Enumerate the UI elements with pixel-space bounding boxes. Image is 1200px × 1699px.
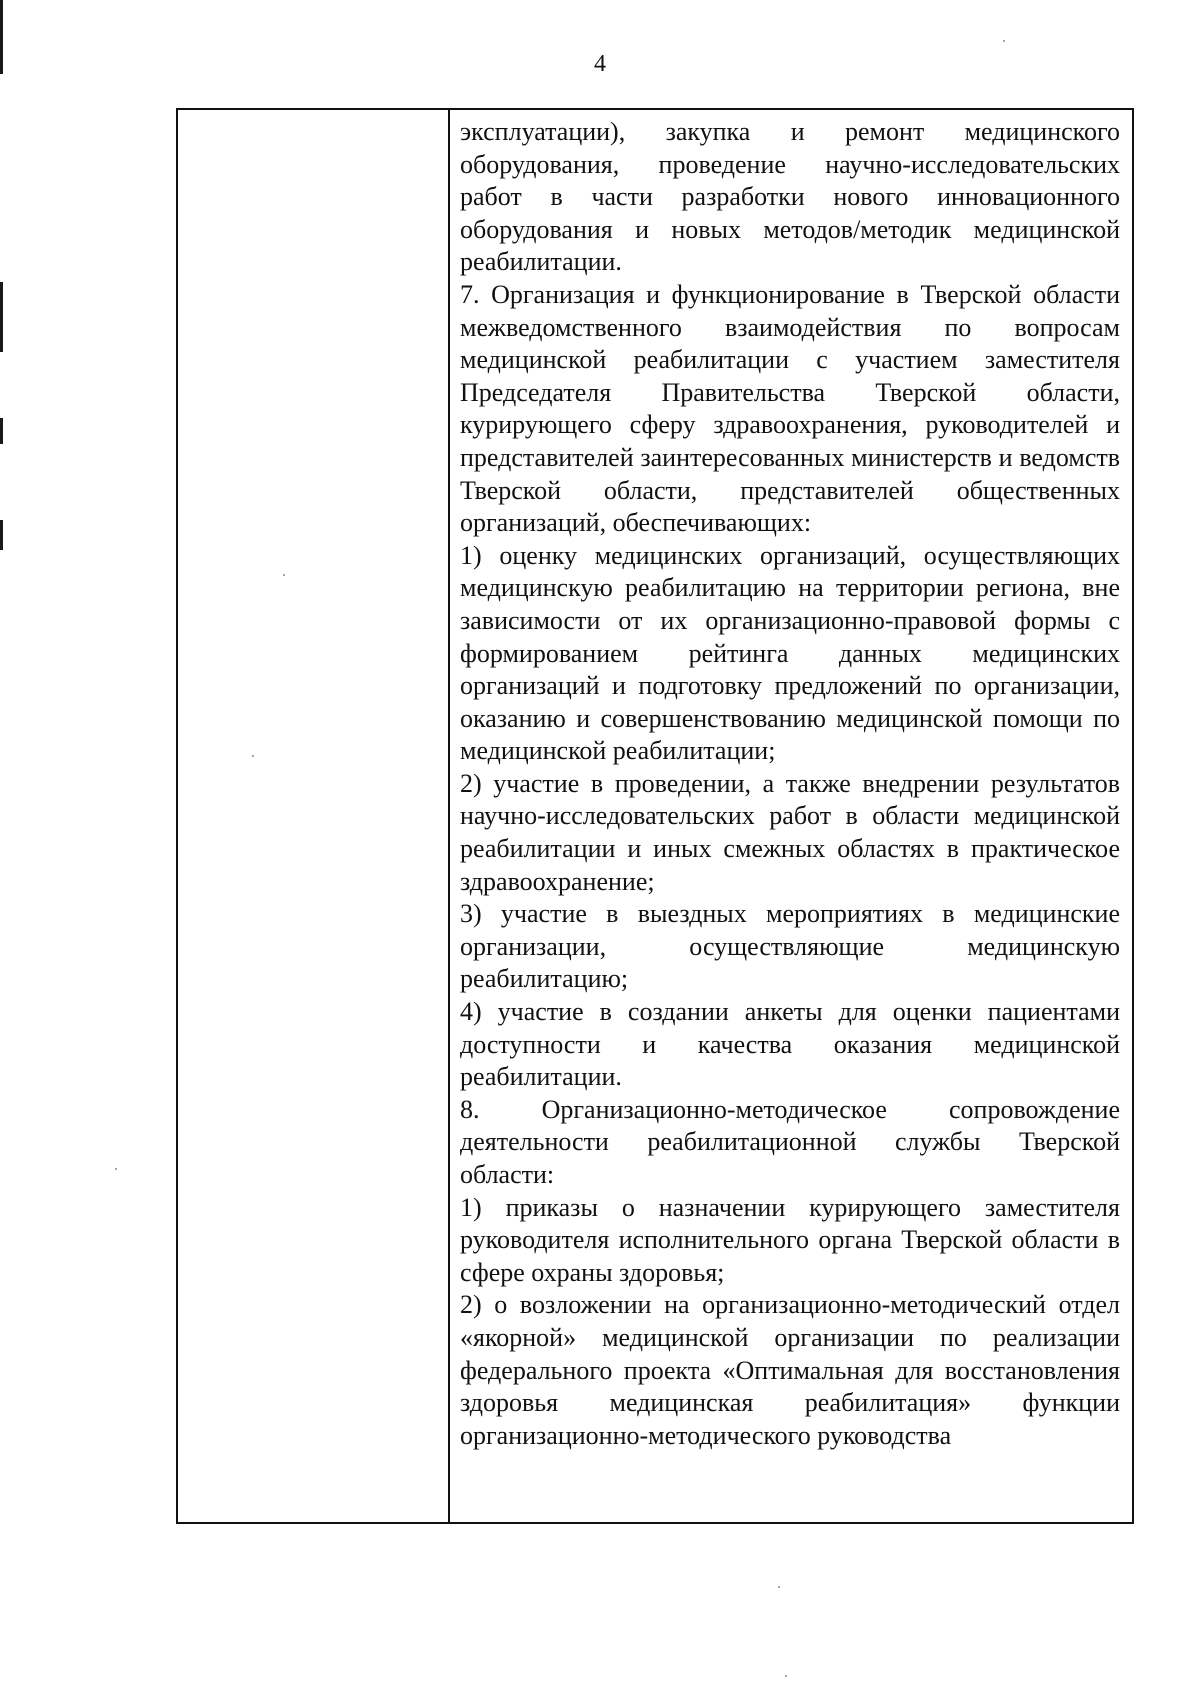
scan-speck (778, 1586, 780, 1588)
document-table (176, 108, 1134, 1524)
paragraph-7-3-field-visits: 3) участие в выездных мероприятиях в медицинские организации, осуществляющие медицинскую реабилитацию; (460, 899, 1120, 994)
scan-edge-mark-lower (0, 520, 3, 550)
paragraph-8-2-anchor-organization: 2) о возложении на организационно-методический отдел «якорной» медицинской организации по реализации федерального проекта «Оптимальная для восстановления здоровья медицинская реабилитация» функции организационно-методического руководства (460, 1290, 1120, 1450)
scan-speck (785, 1675, 787, 1677)
scan-speck (283, 574, 285, 576)
paragraph-item-8-methodical-support: 8. Организационно-методическое сопровождение деятельности реабилитационной службы Тверской области: (460, 1094, 1120, 1189)
scan-speck (1003, 40, 1005, 42)
page-number: 4 (594, 51, 606, 77)
paragraph-7-1-assessment: 1) оценку медицинских организаций, осуществляющих медицинскую реабилитацию на территории региона, вне зависимости от их организационно-правовой формы с формированием рейтинга данных медицинских организаций и подготовку предложений по организации, оказанию и совершенствованию медицинской помощи по медицинской реабилитации; (460, 540, 1120, 766)
table-cell-left-empty (178, 110, 450, 1522)
paragraph-equipment-continuation: эксплуатации), закупка и ремонт медицинского оборудования, проведение научно-исследовательских работ в части разработки нового инновационного оборудования и новых методов/методик медицинской реабилитации. (460, 117, 1120, 277)
table-cell-right (450, 110, 1132, 1522)
paragraph-7-2-research: 2) участие в проведении, а также внедрении результатов научно-исследовательских работ в области медицинской реабилитации и иных смежных областях в практическое здравоохранение; (460, 768, 1120, 896)
paragraph-7-4-questionnaire: 4) участие в создании анкеты для оценки пациентами доступности и качества оказания медицинской реабилитации. (460, 997, 1120, 1092)
scan-speck (115, 1168, 117, 1170)
scan-edge-mark-middle (0, 282, 3, 352)
paragraph-8-1-orders: 1) приказы о назначении курирующего заместителя руководителя исполнительного органа Тверской области в сфере охраны здоровья; (460, 1192, 1120, 1287)
paragraph-item-7-interdepartmental: 7. Организация и функционирование в Тверской области межведомственного взаимодействия по вопросам медицинской реабилитации с участием заместителя Председателя Правительства Тверской области, курирующего сферу здравоохранения, руководителей и представителей заинтересованных министерств и ведомств Тверской области, представителей общественных организаций, обеспечивающих: (460, 279, 1120, 538)
scan-edge-mark-small (0, 418, 3, 444)
scan-speck (252, 755, 254, 757)
